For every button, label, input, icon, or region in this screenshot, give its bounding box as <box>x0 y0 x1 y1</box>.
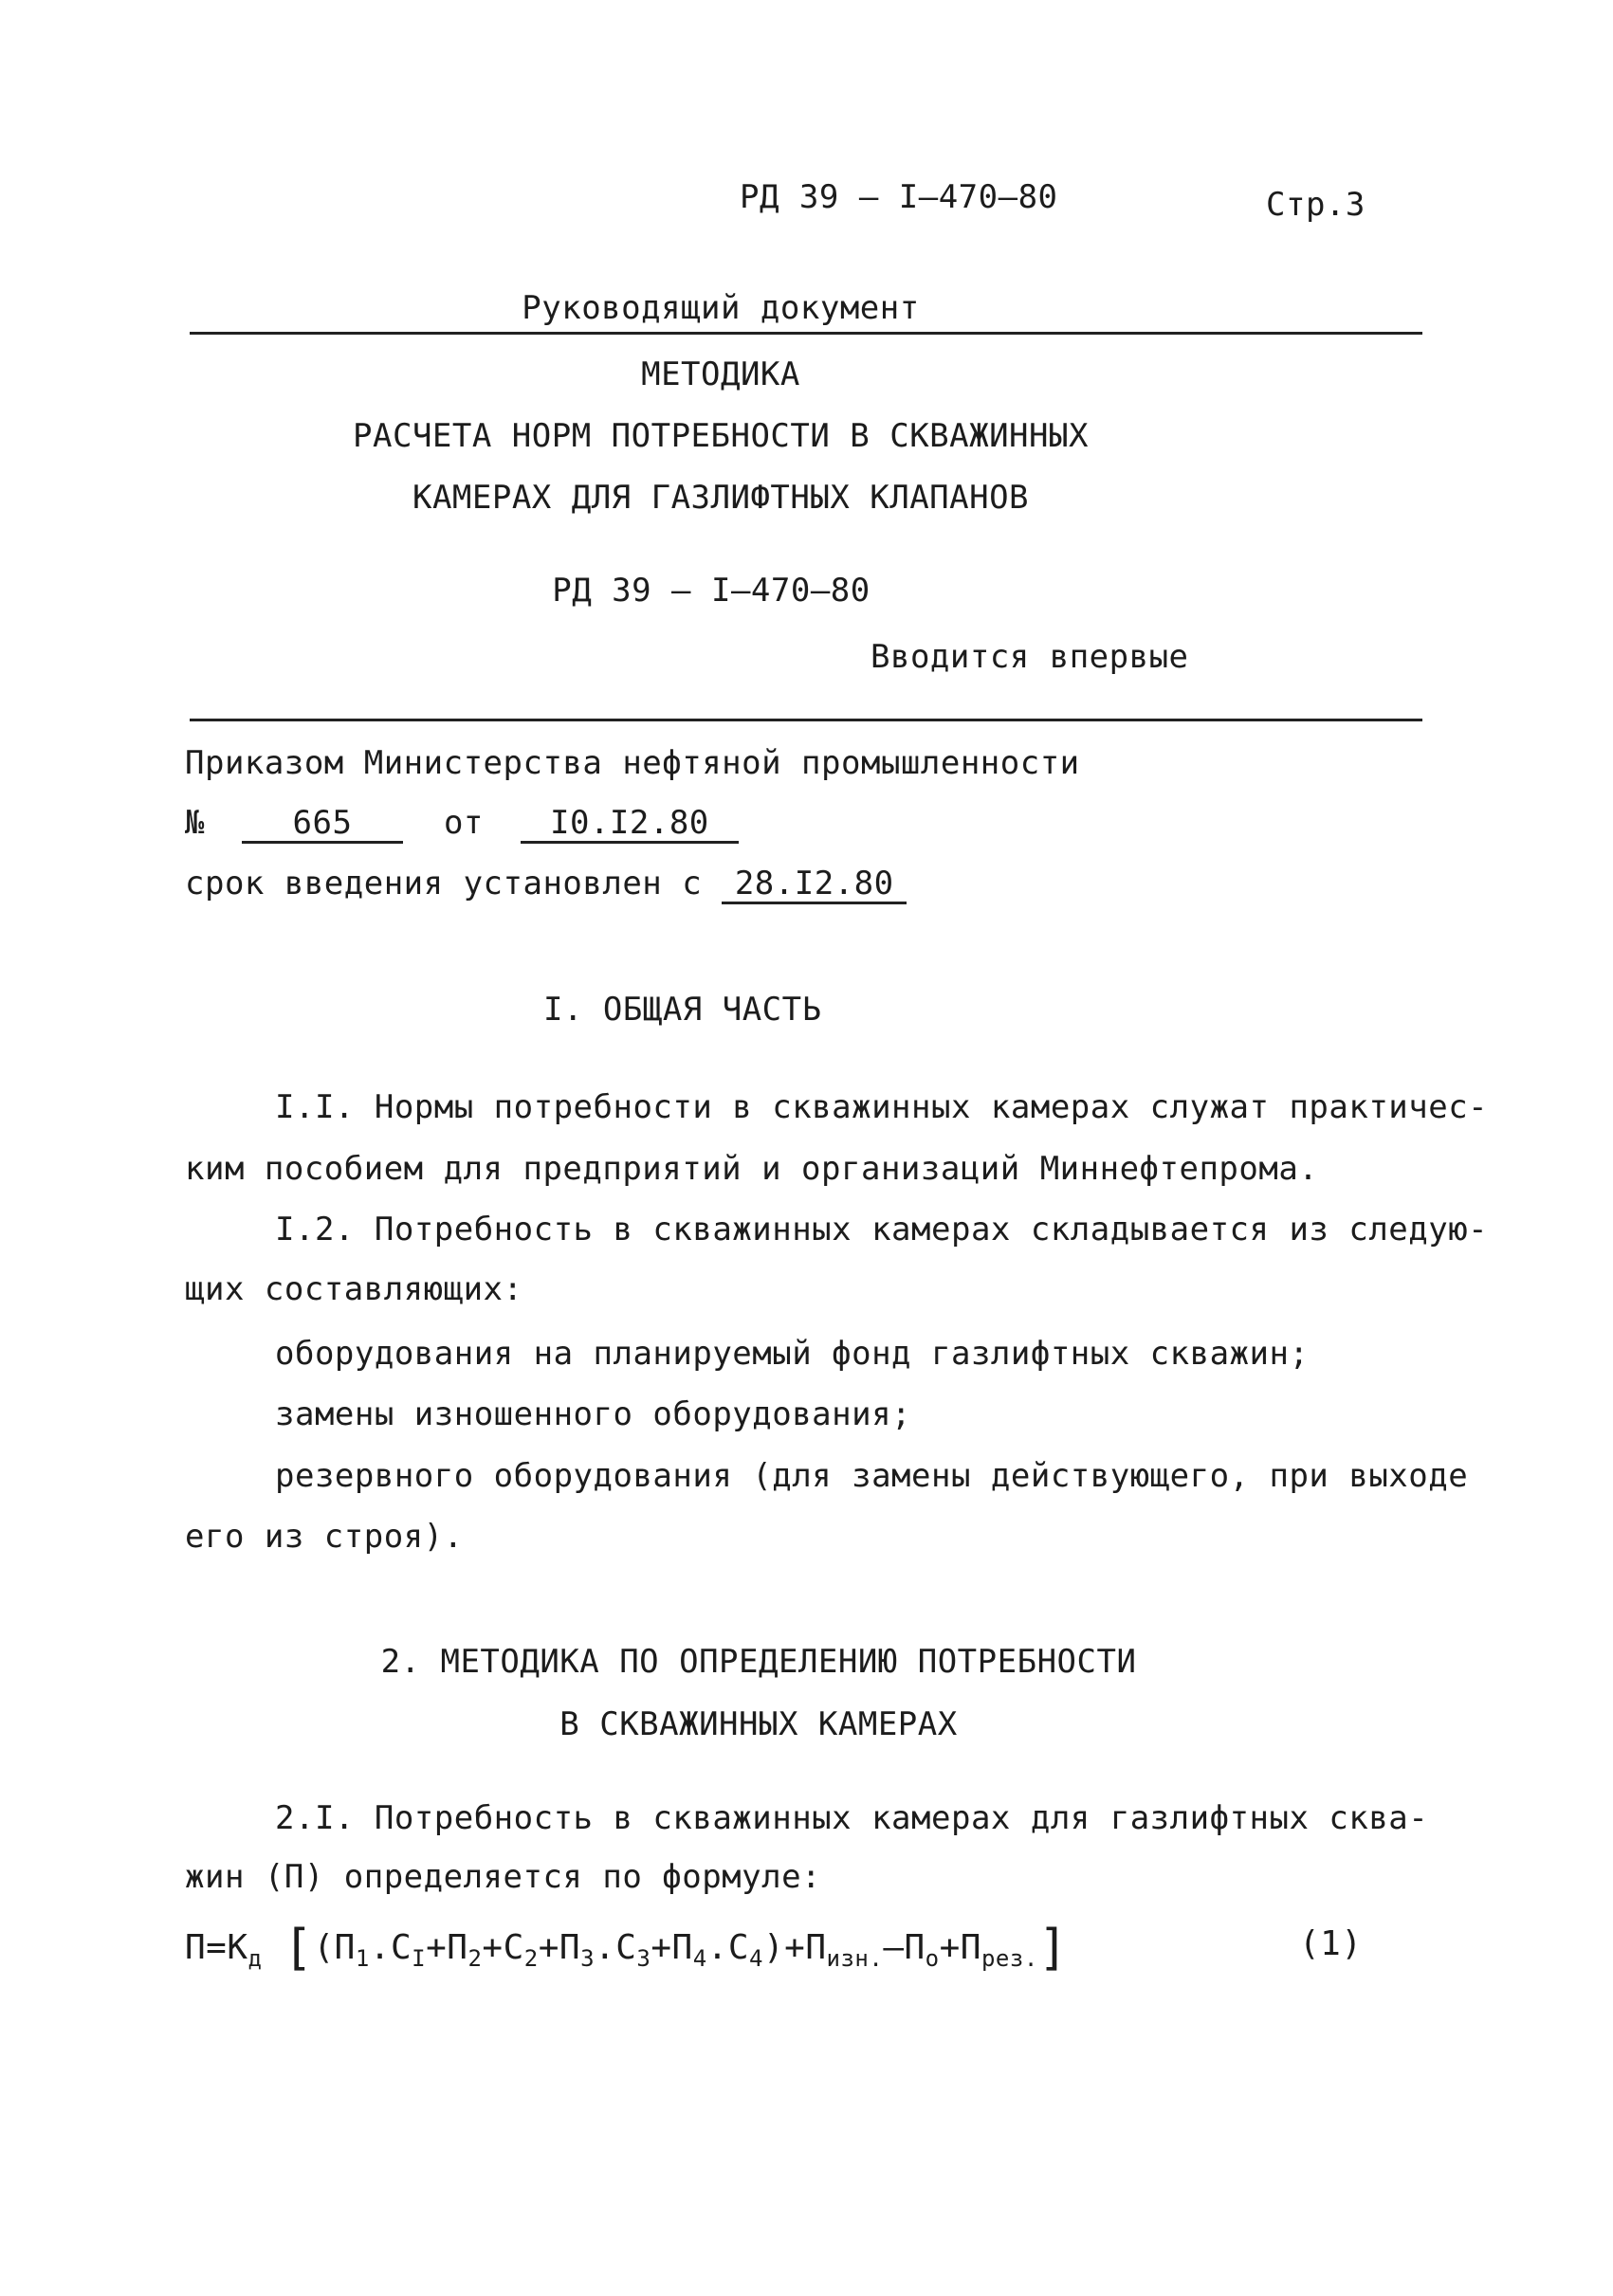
formula-number: (1) <box>1299 1924 1363 1963</box>
title-top-rule <box>190 332 1422 335</box>
para-1-2-line-2: щих составляющих: <box>185 1270 523 1308</box>
title-bottom-rule <box>190 719 1422 721</box>
para-1-2-line-1: I.2. Потребность в скважинных камерах складывается из следую- <box>275 1211 1489 1248</box>
order-text: Приказом Министерства нефтяной промышленности <box>185 744 1080 782</box>
doc-type: Руководящий документ <box>522 289 920 327</box>
order-number-line <box>185 804 739 844</box>
formula-1: $П=К_д$ $[(П_1.С_I+П_2+С_2+П_3.С_3+П_4.С_4)+П_{изн.}-П_о+П_{рез.}]$ <box>185 1920 1069 1977</box>
title-line-1: МЕТОДИКА <box>641 355 800 393</box>
effective-date: 28.I2.80 <box>722 867 907 904</box>
order-date-label: от <box>443 804 484 842</box>
order-number-label: № <box>185 804 205 842</box>
para-2-1-line-2: жин (П) определяется по формуле: <box>185 1858 822 1896</box>
para-2-1-line-1: 2.I. Потребность в скважинных камерах для газлифтных сква- <box>275 1799 1429 1837</box>
doc-number: РД 39 – I–470–80 <box>552 572 871 610</box>
section-2-heading-line-1: 2. МЕТОДИКА ПО ОПРЕДЕЛЕНИЮ ПОТРЕБНОСТИ <box>380 1643 1137 1681</box>
para-1-1-line-2: ким пособием для предприятий и организаций Миннефтепрома. <box>185 1150 1319 1188</box>
section-2-heading-line-2: В СКВАЖИННЫХ КАМЕРАХ <box>559 1705 958 1743</box>
section-1-heading: I. ОБЩАЯ ЧАСТЬ <box>543 991 822 1029</box>
header-doc-code: РД 39 — I–470–80 <box>740 178 1058 216</box>
order-date: I0.I2.80 <box>521 807 739 844</box>
effective-label: срок введения установлен с <box>185 865 703 902</box>
effective-line <box>185 865 907 904</box>
list-item-3-line-2: его из строя). <box>185 1518 464 1556</box>
title-line-3: КАМЕРАХ ДЛЯ ГАЗЛИФТНЫХ КЛАПАНОВ <box>412 479 1030 517</box>
doc-status: Вводится впервые <box>871 638 1189 676</box>
list-item-2: замены изношенного оборудования; <box>275 1395 912 1433</box>
list-item-1: оборудования на планируемый фонд газлифтных скважин; <box>275 1335 1310 1373</box>
para-1-1-line-1: I.I. Нормы потребности в скважинных камерах служат практичес- <box>275 1088 1489 1126</box>
list-item-3-line-1: резервного оборудования (для замены действующего, при выходе <box>275 1457 1469 1495</box>
title-line-2: РАСЧЕТА НОРМ ПОТРЕБНОСТИ В СКВАЖИННЫХ <box>353 417 1089 455</box>
page-number: Стр.3 <box>1266 186 1366 224</box>
order-number: 665 <box>242 807 403 844</box>
